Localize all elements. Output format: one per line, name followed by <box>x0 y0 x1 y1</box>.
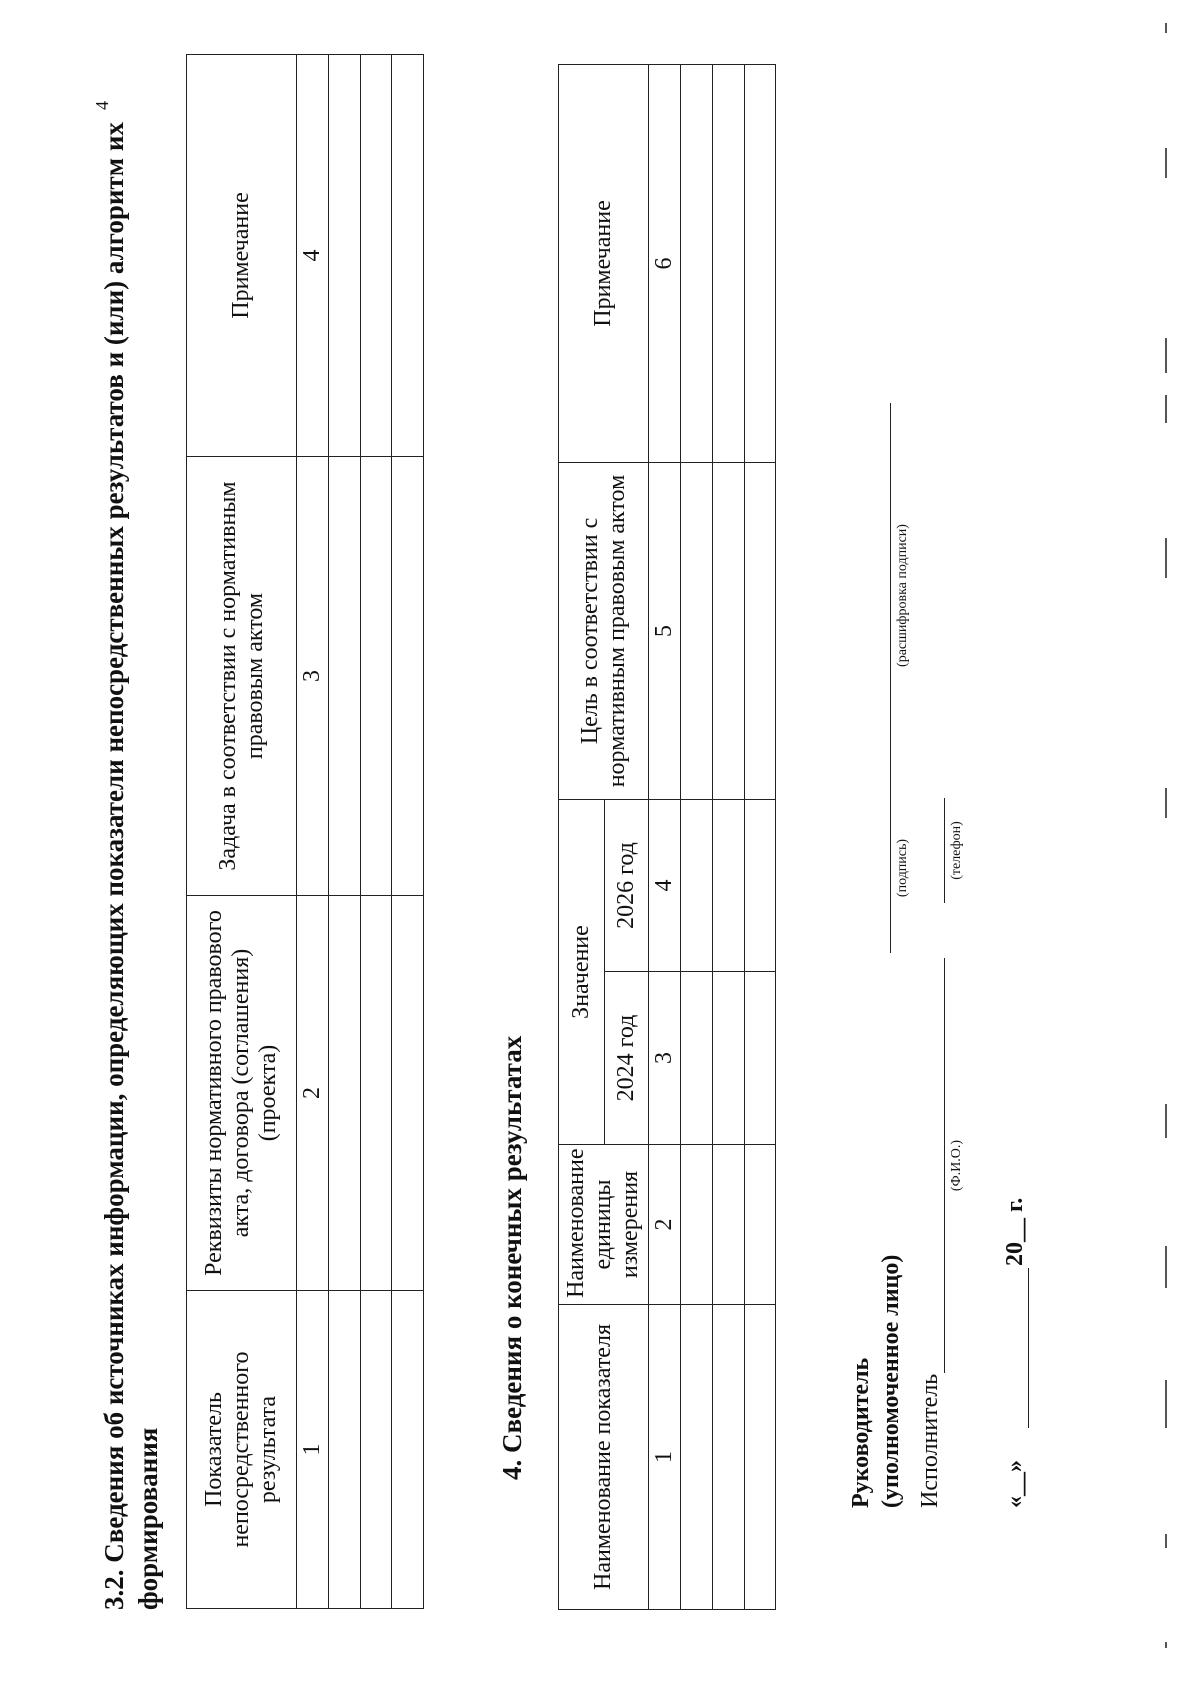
scan-mark <box>1165 1642 1167 1648</box>
executor-label: Исполнитель <box>917 1373 943 1508</box>
table-row <box>392 55 424 1609</box>
col-num-2: 2 <box>649 1145 681 1305</box>
col-num-3: 3 <box>297 457 329 896</box>
col-num-1: 1 <box>297 1291 329 1609</box>
table-row <box>745 65 776 1610</box>
date-open: «__» <box>1002 1460 1028 1508</box>
col-num-1: 1 <box>649 1305 681 1610</box>
header-note: Примечание <box>559 65 649 463</box>
fio-line[interactable] <box>944 958 945 1373</box>
header-2024: 2024 год <box>605 972 649 1145</box>
date-month-line[interactable] <box>1028 1268 1029 1428</box>
scan-mark <box>1165 338 1167 373</box>
signature-line[interactable] <box>890 783 891 953</box>
phone-caption: (телефон) <box>949 821 964 880</box>
header-task: Задача в соответствии с нормативным правовым актом <box>187 457 297 896</box>
final-results-table <box>558 64 776 1610</box>
scan-mark <box>1165 395 1167 423</box>
col-num-4: 4 <box>649 800 681 972</box>
page-number: 4 <box>92 101 112 110</box>
decode-signature-caption: (расшифровка подписи) <box>895 524 910 667</box>
col-num-5: 5 <box>649 463 681 800</box>
col-num-4: 4 <box>297 55 329 457</box>
sources-table <box>186 54 424 1609</box>
fio-caption: (Ф.И.О.) <box>949 1139 964 1192</box>
table-row <box>361 55 392 1609</box>
header-indicator-name: Наименование показателя <box>559 1305 649 1610</box>
scan-mark <box>1165 538 1167 578</box>
scan-mark <box>1165 1246 1167 1288</box>
header-2026: 2026 год <box>605 800 649 972</box>
head-label: Руководитель (уполномоченное лицо) <box>848 1254 904 1508</box>
scan-mark <box>1165 1380 1167 1428</box>
scan-mark <box>1165 1104 1167 1138</box>
table-header-row <box>187 55 297 1609</box>
header-note: Примечание <box>187 55 297 457</box>
header-value: Значение <box>559 800 605 1145</box>
table-row <box>713 65 745 1610</box>
table-row <box>681 65 713 1610</box>
column-numbers-row <box>297 55 329 1609</box>
section-3-2-title: 3.2. Сведения об источниках информации, определяющих показатели непосредственных результатов и (или) алгоритм их формирования <box>99 122 163 1610</box>
section-4-title: 4. Сведения о конечных результатах <box>497 1035 527 1480</box>
scan-mark <box>1165 788 1167 818</box>
col-num-6: 6 <box>649 65 681 463</box>
decode-signature-line[interactable] <box>890 403 891 788</box>
column-numbers-row <box>649 65 681 1610</box>
table-header-row <box>559 65 605 1610</box>
col-num-2: 2 <box>297 896 329 1291</box>
header-goal: Цель в соответствии с нормативным правовым актом <box>559 463 649 800</box>
col-num-3: 3 <box>649 972 681 1145</box>
signature-caption: (подпись) <box>895 838 910 898</box>
header-unit: Наименование единицы измерения <box>559 1145 649 1305</box>
date-year: 20__ г. <box>1002 1197 1028 1266</box>
phone-line[interactable] <box>944 798 945 903</box>
scan-mark <box>1165 148 1167 178</box>
header-requisites: Реквизиты нормативного правового акта, договора (соглашения) (проекта) <box>187 896 297 1291</box>
header-indicator: Показатель непосредственного результата <box>187 1291 297 1609</box>
scan-mark <box>1165 1534 1167 1548</box>
table-row <box>329 55 361 1609</box>
scan-mark <box>1165 23 1167 33</box>
